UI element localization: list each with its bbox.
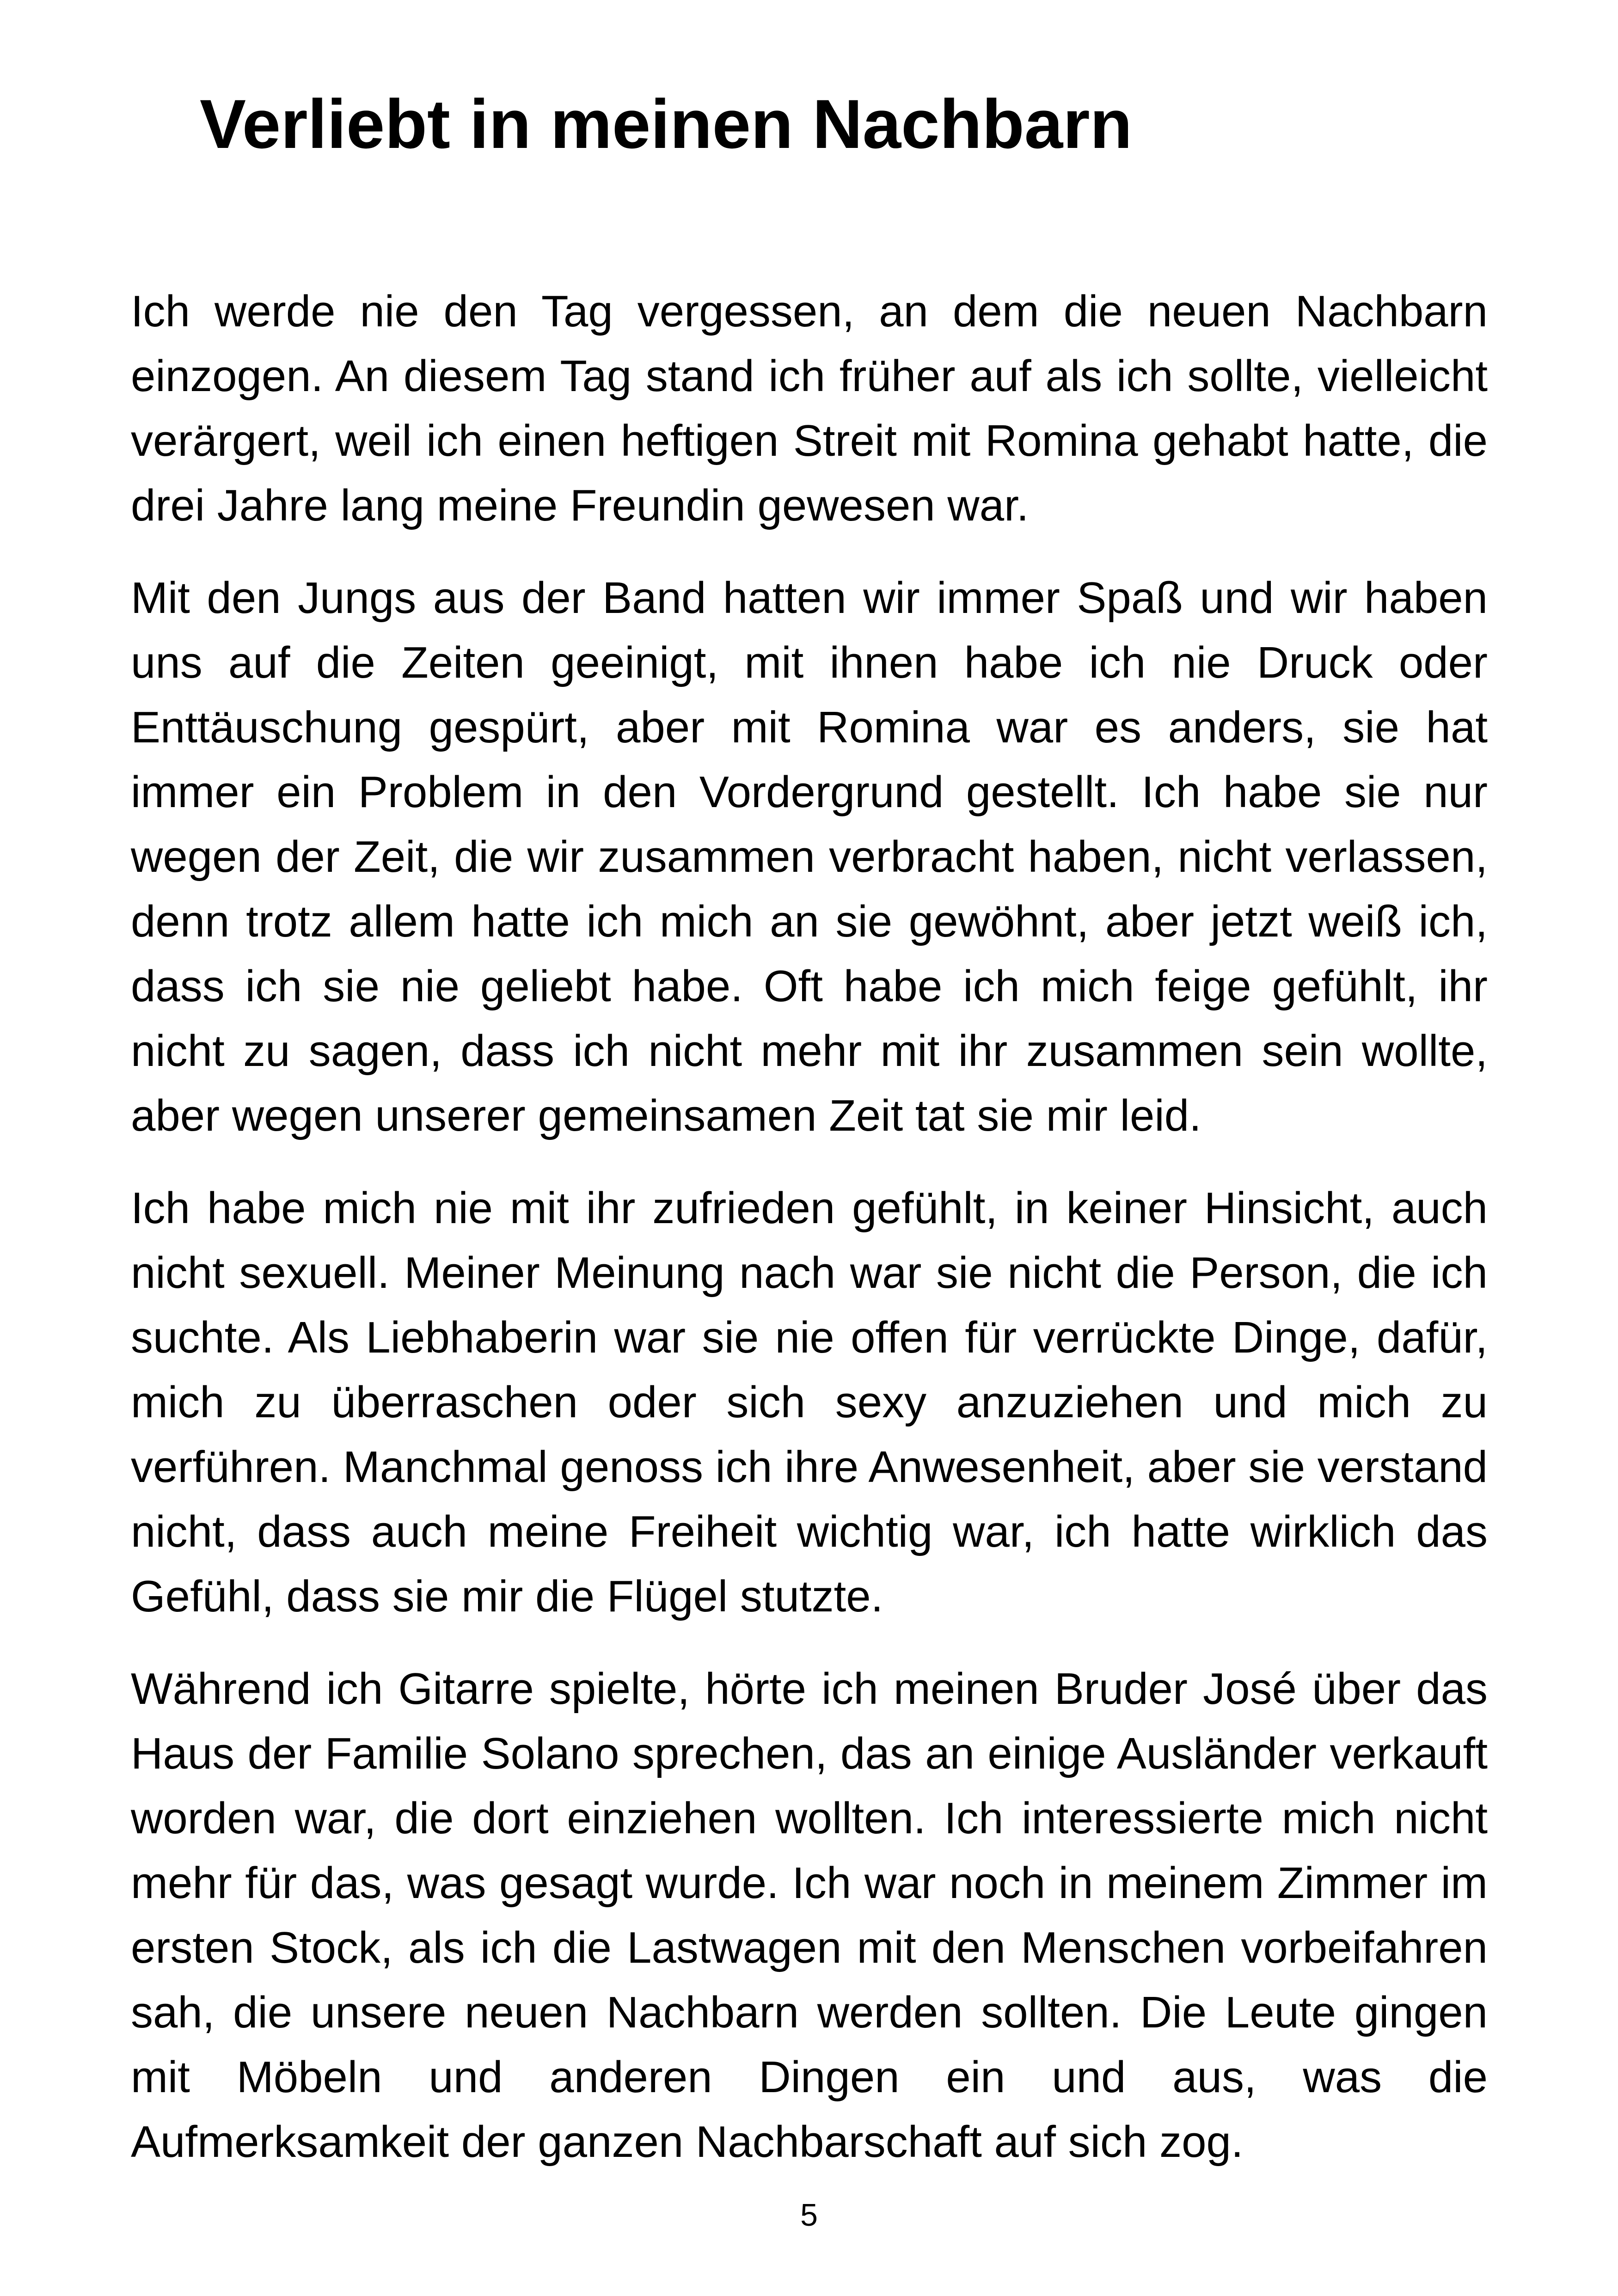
paragraph-2: Mit den Jungs aus der Band hatten wir immer Spaß und wir haben uns auf die Zeiten geeinigt, mit ihnen habe ich nie Druck oder Enttäuschung gespürt, aber mit Romina war es anders, sie hat immer ein Problem in den Vordergrund gestellt. Ich habe sie nur wegen der Zeit, die wir zusammen verbracht haben, nicht verlassen, denn trotz allem hatte ich mich an sie gewöhnt, aber jetzt weiß ich, dass ich sie nie geliebt habe. Oft habe ich mich feige gefühlt, ihr nicht zu sagen, dass ich nicht mehr mit ihr zusammen sein wollte, aber wegen unserer gemeinsamen Zeit tat sie mir leid.: [131, 573, 1488, 1140]
paragraph-3: Ich habe mich nie mit ihr zufrieden gefühlt, in keiner Hinsicht, auch nicht sexuell. Meiner Meinung nach war sie nicht die Person, die ich suchte. Als Liebhaberin war sie nie offen für verrückte Dinge, dafür, mich zu überraschen oder sich sexy anzuziehen und mich zu verführen. Manchmal genoss ich ihre Anwesenheit, aber sie verstand nicht, dass auch meine Freiheit wichtig war, ich hatte wirklich das Gefühl, dass sie mir die Flügel stutzte.: [131, 1183, 1488, 1621]
page-number: 5: [800, 2198, 818, 2233]
paragraph-4: Während ich Gitarre spielte, hörte ich meinen Bruder José über das Haus der Familie Solano sprechen, das an einige Ausländer verkauft worden war, die dort einziehen wollten. Ich interessierte mich nicht mehr für das, was gesagt wurde. Ich war noch in meinem Zimmer im ersten Stock, als ich die Lastwagen mit den Menschen vorbeifahren sah, die unsere neuen Nachbarn werden sollten. Die Leute gingen mit Möbeln und anderen Dingen ein und aus, was die Aufmerksamkeit der ganzen Nachbarschaft auf sich zog.: [131, 1664, 1488, 2167]
chapter-body: [131, 279, 1488, 2202]
chapter-title: Verliebt in meinen Nachbarn: [200, 85, 1133, 163]
paragraph-1: Ich werde nie den Tag vergessen, an dem die neuen Nachbarn einzogen. An diesem Tag stand ich früher auf als ich sollte, vielleicht verärgert, weil ich einen heftigen Streit mit Romina gehabt hatte, die drei Jahre lang meine Freundin gewesen war.: [131, 287, 1488, 530]
